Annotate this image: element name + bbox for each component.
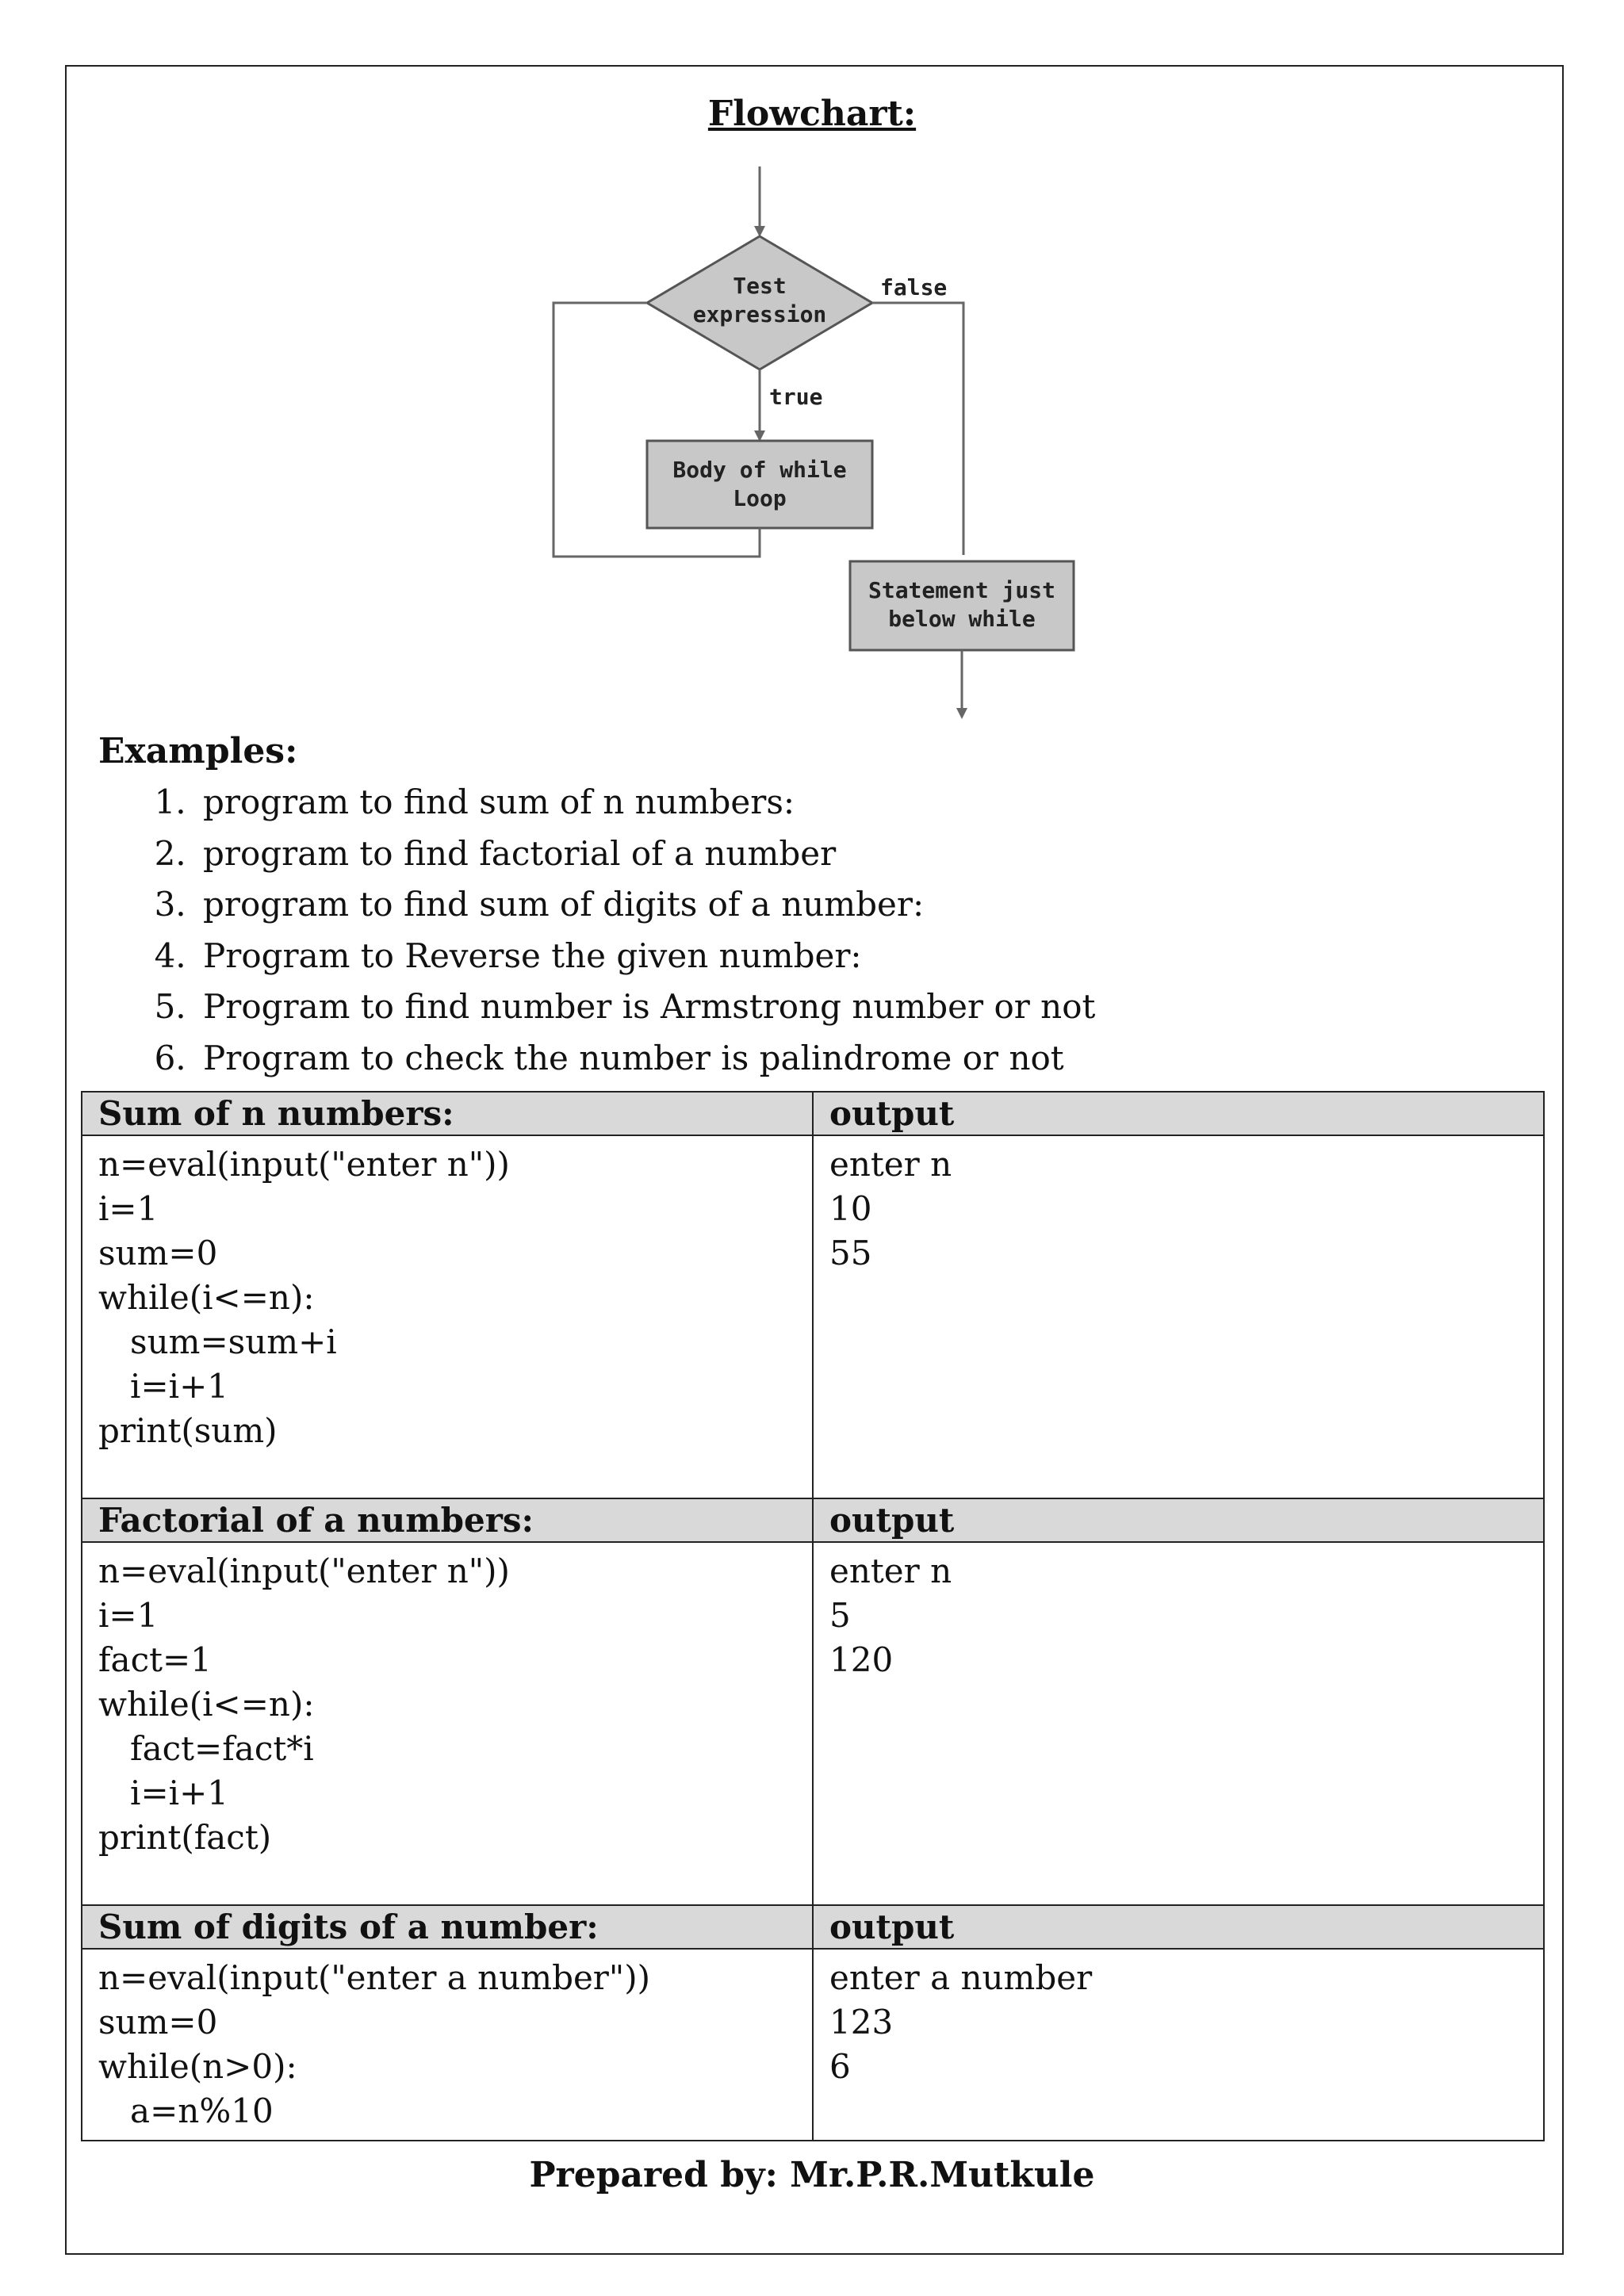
section-heading: Sum of n numbers: <box>82 1092 813 1135</box>
code-line: n=eval(input("enter a number")) <box>98 1958 650 1997</box>
while-loop-flowchart <box>539 159 1094 729</box>
code-line: i=1 <box>98 1596 159 1635</box>
output-line: 10 <box>829 1189 872 1228</box>
output-cell <box>813 1135 1544 1498</box>
output-heading: output <box>813 1092 1544 1135</box>
section-heading: Factorial of a numbers: <box>82 1498 813 1542</box>
output-line: 6 <box>829 2047 851 2086</box>
after-loop-line1: Statement just <box>868 577 1056 603</box>
loop-body-line1: Body of while <box>672 457 847 483</box>
decision-label-line2: expression <box>692 301 827 327</box>
list-item: 1. program to find sum of n numbers: <box>197 777 1095 828</box>
code-cell <box>82 1949 813 2141</box>
table-row <box>82 1949 1544 2141</box>
code-line: sum=0 <box>98 1234 218 1272</box>
code-cell <box>82 1542 813 1905</box>
code-line: a=n%10 <box>98 2091 274 2130</box>
program-table <box>81 1091 1545 2141</box>
output-line: 120 <box>829 1640 894 1679</box>
code-line: sum=0 <box>98 2003 218 2042</box>
loop-body-box <box>647 441 872 528</box>
code-line: while(i<=n): <box>98 1685 315 1724</box>
table-row <box>82 1498 1544 1542</box>
code-line: n=eval(input("enter n")) <box>98 1145 510 1184</box>
table-row <box>82 1905 1544 1949</box>
true-label: true <box>769 384 823 410</box>
code-line: print(sum) <box>98 1411 278 1450</box>
code-line: while(n>0): <box>98 2047 297 2086</box>
decision-label-line1: Test <box>733 273 787 299</box>
code-line: n=eval(input("enter n")) <box>98 1552 510 1590</box>
loop-body-line2: Loop <box>733 485 787 511</box>
examples-list <box>98 777 1095 1084</box>
prepared-by-footer: Prepared by: Mr.P.R.Mutkule <box>529 2155 1095 2195</box>
list-item: 3. program to find sum of digits of a number: <box>197 879 1095 931</box>
code-line: while(i<=n): <box>98 1278 315 1317</box>
after-loop-line2: below while <box>888 606 1036 632</box>
list-item: 5. Program to find number is Armstrong number or not <box>197 982 1095 1033</box>
output-heading: output <box>813 1498 1544 1542</box>
output-cell <box>813 1542 1544 1905</box>
output-line: 5 <box>829 1596 851 1635</box>
code-line: print(fact) <box>98 1818 272 1857</box>
list-item: 2. program to find factorial of a number <box>197 828 1095 880</box>
code-cell <box>82 1135 813 1498</box>
output-cell <box>813 1949 1544 2141</box>
code-line: i=i+1 <box>98 1367 229 1406</box>
code-line: i=i+1 <box>98 1774 229 1812</box>
table-row <box>82 1135 1544 1498</box>
output-line: enter n <box>829 1552 952 1590</box>
output-heading: output <box>813 1905 1544 1949</box>
table-row <box>82 1542 1544 1905</box>
page-title: Flowchart: <box>707 94 917 134</box>
code-line: fact=1 <box>98 1640 212 1679</box>
false-label: false <box>880 274 948 300</box>
code-line: i=1 <box>98 1189 159 1228</box>
code-line: sum=sum+i <box>98 1322 337 1361</box>
output-line: enter a number <box>829 1958 1093 1997</box>
list-item: 4. Program to Reverse the given number: <box>197 931 1095 982</box>
output-line: enter n <box>829 1145 952 1184</box>
false-branch-line <box>872 303 963 555</box>
output-line: 55 <box>829 1234 872 1272</box>
code-line: fact=fact*i <box>98 1729 314 1768</box>
table-row <box>82 1092 1544 1135</box>
output-line: 123 <box>829 2003 894 2042</box>
examples-heading: Examples: <box>98 731 298 771</box>
section-heading: Sum of digits of a number: <box>82 1905 813 1949</box>
list-item: 6. Program to check the number is palindrome or not <box>197 1033 1095 1085</box>
